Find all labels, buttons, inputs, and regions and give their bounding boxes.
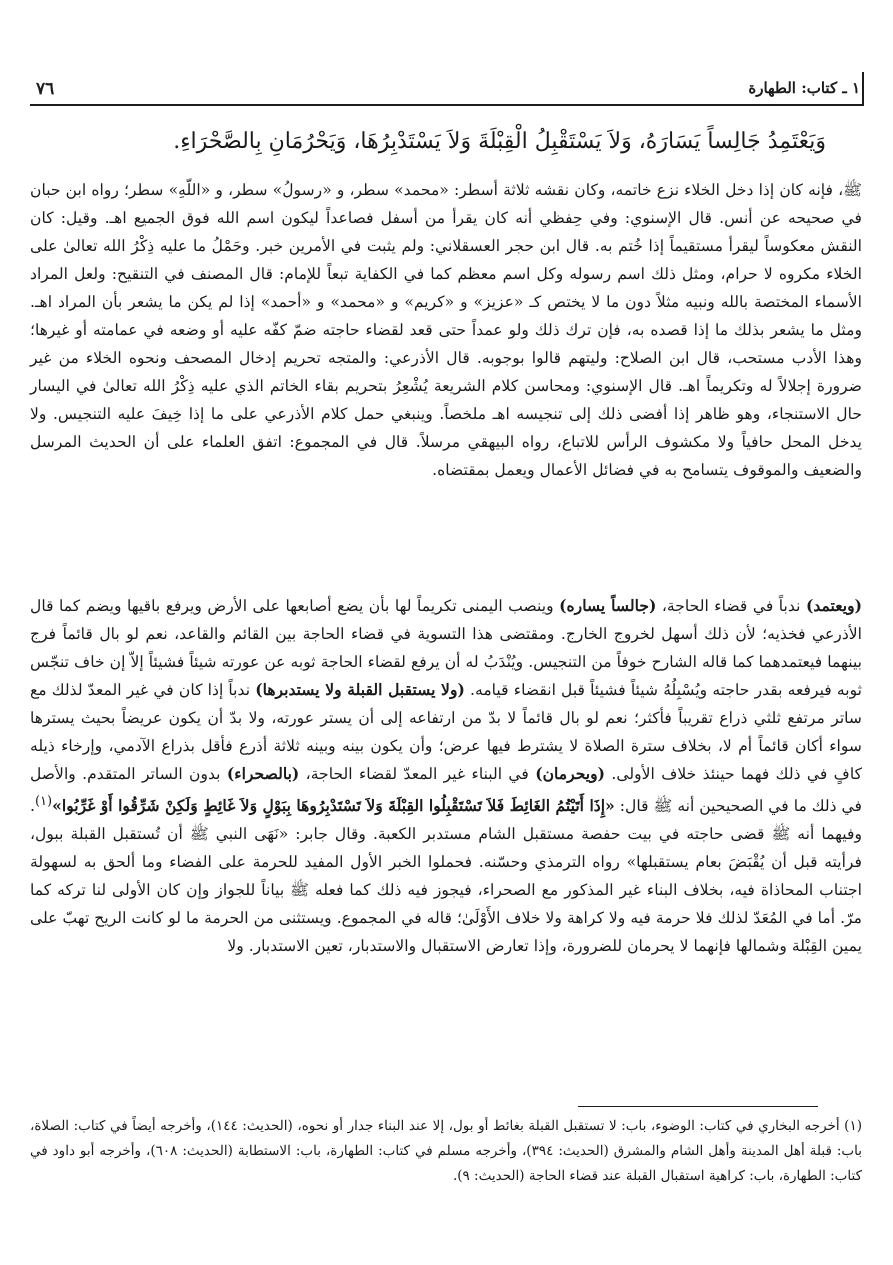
commentary-span: بدون الساتر المتقدم. والأصل في ذلك ما في الصحيحين أنه ﷺ قال: <box>30 765 863 816</box>
chapter-title: ١ ـ كتاب: الطهارة <box>748 79 860 97</box>
header-corner-rule <box>862 72 864 106</box>
matn-quote: (ويعتمد) <box>805 596 862 615</box>
header-rule <box>30 104 863 106</box>
commentary-text: ﷺ، فإنه كان إذا دخل الخلاء نزع خاتمه، وكان نقشه ثلاثة أسطر: «محمد» سطر، و «رسولُ» سطر، و «اللّهِ» سطر؛ رواه ابن حبان في صحيحه عن أنس. قال الإسنوي: وفي حِفظي أنه كان يقرأ من أسفل فصاعداً ليكون اسم الله فوق الجميع اهـ. وقيل: كان النقش معكوساً ليقرأ مستقيماً إذا خُتم به. قال ابن حجر العسقلاني: ولم يثبت في الأمرين خبر. وحَمْلُ ما عليه ذِكْرُ الله تعالىٰ على الخلاء مكروه لا حرام، ومثل ذلك اسم رسوله وكل اسم معظم كما في الكفاية تبعاً للإمام: قال المصنف في التنقيح: ولعل المراد الأسماء المختصة بالله ونبيه مثلاً دون ما لا يختص كـ «عزيز» و «كريم» و «محمد» و «أحمد» إذا لم يكن ما يشعر بأن المراد اهـ. ومثل ما يشعر بذلك ما إذا قصده به، فإن ترك ذلك ولو عمداً حتى قعد لقضاء حاجته ضمّ كفّه عليه أو وضعه في عمامته أو غيرها؛ وهذا الأدب مستحب، قال ابن الصلاح: وليتهم قالوا بوجوبه. قال الأذرعي: والمتجه تحريم إدخال المصحف ونحوه الخلاء من غير ضرورة إجلالاً له وتكريماً اهـ. قال الإسنوي: ومحاسن كلام الشريعة يُشْعِرُ بتحريم بقاء الخاتم الذي عليه ذِكْرُ الله تعالىٰ في اليسار حال الاستنجاء، وهو ظاهر إذا أفضى ذلك إلى تنجيسه اهـ ملخصاً. وينبغي حمل كلام الأذرعي على ما إذا خِيفَ عليه التنجيس. ولا يدخل المحل حافياً ولا مكشوف الرأس للاتباع، رواه البيهقي مرسلاً. قال في المجموع: اتفق العلماء على أن الحديث المرسل والضعيف والموقوف يتسامح به في فضائل الأعمال ويعمل بمقتضاه. <box>30 181 863 479</box>
footnote-separator <box>578 1106 818 1107</box>
commentary-span: ندباً في قضاء الحاجة، <box>656 597 806 615</box>
matn-text: وَيَعْتَمِدُ جَالِساً يَسَارَهُ، وَلاَ يَسْتَقْبِلُ الْقِبْلَةَ وَلاَ يَسْتَدْبِرُهَا، وَيَحْرُمَانِ بِالصَّحْرَاءِ. <box>173 129 826 154</box>
commentary-span: . وفيهما أنه ﷺ قضى حاجته في بيت حفصة مستقبل الشام مستدبر الكعبة. وقال جابر: «نَهَى النبي ﷺ أن تُستقبل القبلة ببول، فرأيته قبل أن يُقْبَضَ بعام يستقبلها» رواه الترمذي وحسّنه. فحملوا الخبر الأول المفيد للحرمة على الفضاء وما ألحق به لسهولة اجتناب المحاذاة فيه، بخلاف البناء غير المذكور مع الصحراء، فيجوز فيه ذلك كما فعله ﷺ بياناً للجواز وإن كان الأولى لنا تركه كما مرّ. أما في المُعَدّ لذلك فلا حرمة فيه ولا كراهة ولا خلاف الأَوْلَىٰ؛ قاله في المجموع. ويستثنى من الحرمة ما لو كانت الريح تهبّ على يمين القِبْلة وشمالها فإنهما لا يحرمان للضرورة، وإذا تعارض الاستقبال والاستدبار، تعين الاستدبار. ولا <box>30 797 863 956</box>
commentary-paragraph-2 <box>30 592 862 960</box>
matn-quote: (ويحرمان) <box>535 764 606 783</box>
hadith-quote: «إِذَا أَتَيْتُمُ الغَائِطَ فَلاَ تَسْتَقْبِلُوا القِبْلَةَ وَلاَ تَسْتَدْبِرُوهَا بِبَوْلٍ وَلاَ غَائِطٍ وَلَكِنْ شَرِّقُوا أَوْ غَرِّبُوا» <box>52 796 615 816</box>
commentary-paragraph-1 <box>30 176 862 484</box>
matn-quote: (جالساً يساره) <box>559 596 657 615</box>
page-number: ٧٦ <box>36 79 55 99</box>
commentary-span: وينصب اليمنى تكريماً لها بأن يضع أصابعها على الأرض ويرفع باقيها ويضم كما قال الأذرعي فخذيه؛ لأن ذلك أسهل لخروج الخارج. ومقتضى هذا التسوية في قضاء الحاجة بين القائم والقاعد، نعم لو بال قائماً فرج بينهما فيعتمدهما كما قاله الشارح خوفاً من التنجيس. ويُنْدَبُ له أن يرفع لقضاء الحاجة ثوبه عن عورته شيئاً فشيئاً إلاّ إن خاف تنجّس ثوبه فيرفعه بقدر حاجته ويُسْبِلُهُ شيئاً فشيئاً قبل انقضاء قيامه. <box>30 597 862 699</box>
commentary-text <box>30 592 862 960</box>
footnote <box>30 1114 862 1189</box>
running-header <box>36 77 860 105</box>
footnote-text: (١) أخرجه البخاري في كتاب: الوضوء، باب: لا تستقبل القبلة بغائط أو بول، إلا عند البناء جدار أو نحوه، (الحديث: ١٤٤)، وأخرجه أيضاً في كتاب: الصلاة، باب: قبلة أهل المدينة وأهل الشام والمشرق (الحديث: ٣٩٤)، وأخرجه مسلم في كتاب: الطهارة، باب: الاستطابة (الحديث: ٦٠٨)، وأخرجه أبو داود في كتاب: الطهارة، باب: كراهية استقبال القبلة عند قضاء الحاجة (الحديث: ٩). <box>30 1118 863 1184</box>
matn-quote: (ولا يستقبل القبلة ولا يستدبرها) <box>255 680 465 699</box>
matn-quote: (بالصحراء) <box>226 764 300 783</box>
footnote-reference: (١) <box>34 794 53 809</box>
commentary-span: في البناء غير المعدّ لقضاء الحاجة، <box>299 765 536 783</box>
commentary-span: ندباً إذا كان في غير المعدّ لذلك مع ساتر مرتفع ثلثي ذراع تقريباً فأكثر؛ نعم لو بال قائماً لا بدّ من ارتفاعه إلى أن يستر عورته، ولا بدّ أن يكون عريضاً بحيث يسترها سواء أكان قائماً أم لا، بخلاف سترة الصلاة لا يشترط فيها عرض؛ وأن يكون بينه وبينه ثلاثة أذرع فأقل بذراع الآدمي، وإرخاء ذيله كافٍ في ذلك فهما حينئذ خلاف الأولى. <box>30 681 862 783</box>
